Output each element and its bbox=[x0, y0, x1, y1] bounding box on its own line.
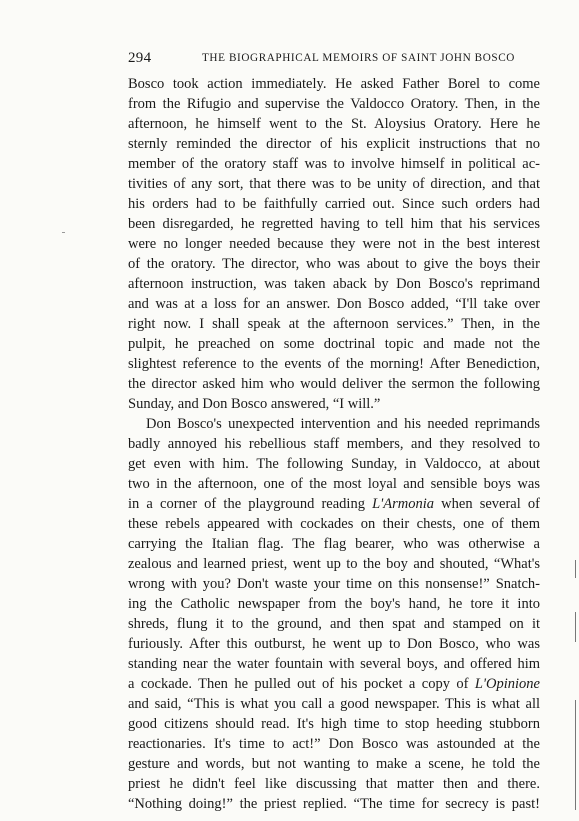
scan-mark bbox=[575, 612, 576, 642]
text-line: these rebels appeared with cockades on their chests, one of them bbox=[128, 516, 540, 532]
text-line: right now. I shall speak at the afternoon services.” Then, in the bbox=[128, 316, 540, 332]
text-line: from the Rifugio and supervise the Valdocco Oratory. Then, in the bbox=[128, 96, 540, 112]
text-line: afternoon instruction, was taken aback by Don Bosco's reprimand bbox=[128, 276, 540, 292]
text-line: slightest reference to the events of the morning! After Benediction, bbox=[128, 356, 540, 372]
text-line: wrong with you? Don't waste your time on this nonsense!” Snatch- bbox=[128, 576, 540, 592]
text-line: two in the afternoon, one of the most loyal and sensible boys was bbox=[128, 476, 540, 492]
paragraph bbox=[128, 74, 540, 414]
text-line: badly annoyed his rebellious staff members, and they resolved to bbox=[128, 436, 540, 452]
text-line: been disregarded, he regretted having to tell him that his services bbox=[128, 216, 540, 232]
text-line: a cockade. Then he pulled out of his pocket a copy of L'Opinione bbox=[128, 676, 540, 692]
text-line: good citizens should read. It's high time to stop heeding stubborn bbox=[128, 716, 540, 732]
text-line: member of the oratory staff was to involve himself in political ac- bbox=[128, 156, 540, 172]
newspaper-title: L'Armonia bbox=[372, 496, 435, 512]
scan-mark bbox=[575, 700, 576, 810]
text-line: Sunday, and Don Bosco answered, “I will.” bbox=[128, 396, 381, 412]
text-line: and said, “This is what you call a good newspaper. This is what all bbox=[128, 696, 540, 712]
scan-mark bbox=[575, 560, 576, 578]
text-line: in a corner of the playground reading L'Armonia when several of bbox=[128, 496, 540, 512]
text-line: and was at a loss for an answer. Don Bosco added, “I'll take over bbox=[128, 296, 540, 312]
text-line: zealous and learned priest, went up to the boy and shouted, “What's bbox=[128, 556, 540, 572]
body-text bbox=[128, 74, 540, 814]
text-line: the director asked him who would deliver the sermon the following bbox=[128, 376, 540, 392]
paragraph bbox=[128, 414, 540, 814]
text-line: of the oratory. The director, who was about to give the boys their bbox=[128, 256, 540, 272]
text-line: “Nothing doing!” the priest replied. “The time for secrecy is past! bbox=[128, 796, 540, 812]
text-line: tivities of any sort, that there was to be unity of direction, and that bbox=[128, 176, 540, 192]
text-line: afternoon, he himself went to the St. Aloysius Oratory. Here he bbox=[128, 116, 540, 132]
text-line: priest he didn't feel like discussing that matter then and there. bbox=[128, 776, 540, 792]
text-line: pulpit, he preached on some doctrinal topic and made not the bbox=[128, 336, 540, 352]
text-line: standing near the water fountain with several boys, and offered him bbox=[128, 656, 540, 672]
text-line: reactionaries. It's time to act!” Don Bosco was astounded at the bbox=[128, 736, 540, 752]
text-line: get even with him. The following Sunday, in Valdocco, at about bbox=[128, 456, 540, 472]
text-line: sternly reminded the director of his explicit instructions that no bbox=[128, 136, 540, 152]
text-line: carrying the Italian flag. The flag bearer, who was otherwise a bbox=[128, 536, 540, 552]
text-line: Bosco took action immediately. He asked Father Borel to come bbox=[128, 76, 540, 92]
text-line: shreds, flung it to the ground, and then spat and stamped on it bbox=[128, 616, 540, 632]
page-number: 294 bbox=[128, 50, 152, 66]
text-line: were no longer needed because they were not in the best interest bbox=[128, 236, 540, 252]
running-title: THE BIOGRAPHICAL MEMOIRS OF SAINT JOHN BOSCO bbox=[202, 52, 515, 64]
text-line: furiously. After this outburst, he went up to Don Bosco, who was bbox=[128, 636, 540, 652]
text-line: gesture and words, but not wanting to make a scene, he told the bbox=[128, 756, 540, 772]
scan-mark bbox=[62, 232, 65, 233]
page-header bbox=[128, 50, 548, 68]
text-line: ing the Catholic newspaper from the boy's hand, he tore it into bbox=[128, 596, 540, 612]
text-line: his orders had to be faithfully carried out. Since such orders had bbox=[128, 196, 540, 212]
newspaper-title: L'Opinione bbox=[474, 676, 540, 692]
text-line: Don Bosco's unexpected intervention and his needed reprimands bbox=[146, 416, 540, 432]
